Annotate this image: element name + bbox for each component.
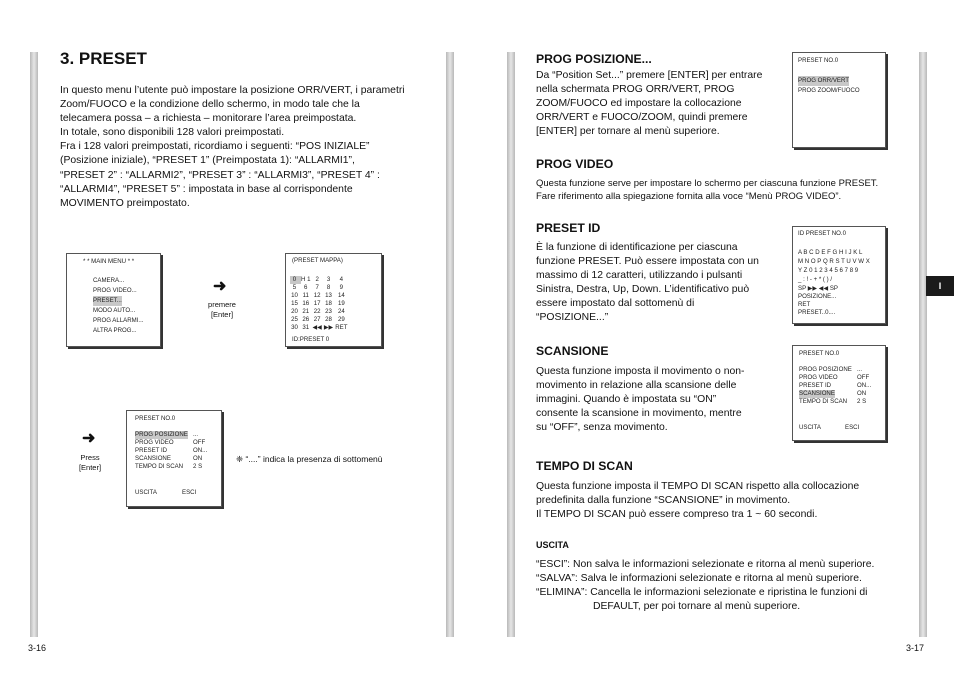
menu-row-value: OFF (857, 374, 870, 381)
preset-map-cell: 10 (291, 292, 298, 299)
preset-map-cell: 2 (315, 276, 319, 283)
section-text-preset-id: È la funzione di identificazione per ciascuna funzione PRESET. Può essere impostata con un massimo di 12 caratteri, utilizzando i pulsanti Sinistra, Destra, Up, Down. L’identificativo può essere impostato dal sottomenù di “POSIZIONE...” (536, 242, 759, 324)
uscita-title: USCITA (536, 540, 569, 550)
preset-map-cell: 19 (337, 300, 345, 307)
char-grid-line: SP ▶▶ ◀◀ SP (798, 285, 838, 292)
section-title-scansione: SCANSIONE (536, 344, 609, 358)
right-arrow-icon: ➜ (213, 278, 227, 295)
menu-footer-esci: ESCI (182, 489, 197, 496)
arrow-caption (196, 300, 248, 320)
menu-row-value: 2 S (857, 398, 867, 405)
preset-map-cell: 20 (291, 308, 298, 315)
chapter-tab: I (926, 276, 954, 296)
uscita-line-default: DEFAULT, per poi tornare al menù superiore. (593, 601, 801, 613)
section-text-scansione: Questa funzione imposta il movimento o non- movimento in relazione alla scansione delle immagini. Quando è impostata su “ON” consente la scansione in movimento, mentre su “OFF”, senza movimento. (536, 366, 745, 434)
preset-map-row (290, 292, 349, 300)
preset-map-cell: 17 (313, 300, 321, 307)
preset-map-cell: 9 (339, 284, 344, 291)
char-grid-line: PRESET..0.... (798, 309, 836, 316)
preset-map-cell: 23 (325, 308, 332, 315)
section-title-prog-video: PROG VIDEO (536, 157, 614, 171)
intro-paragraph: In questo menu l’utente può impostare la posizione ORR/VERT, i parametri Zoom/FUOCO e la condizione dello schermo, in modo tale che la telecamera possa – a richiesta – monitorare l’area preimpostata. In totale, sono disponibili 128 valori preimpostati. Fra i 128 valori preimpostati, ricordiamo i seguenti: “POS INIZIALE” (Posizione iniziale), “PRESET 1” (Preimpostata 1): “ALLARMI1”, “PRESET 2” : “ALLARMI2”, “PRESET 3” : “ALLARMI3”, “PRESET 4” : “ALLARMI4”, “PRESET 5” : impostata in base al corrispondente MOVIMENTO preimpostato. (60, 85, 405, 209)
preset-map-row (290, 308, 349, 316)
uscita-line-salva: “SALVA”: Salva le informazioni selezionate e ritorna al menù superiore. (536, 573, 862, 585)
section-title-prog-posizione: PROG POSIZIONE... (536, 52, 652, 66)
preset-map-cell: ▶▶ (323, 324, 334, 331)
preset-map-cell: 8 (326, 284, 331, 291)
menu-footer-uscita: USCITA (799, 424, 821, 431)
caption-line: [Enter] (210, 310, 234, 319)
menu-row-value: ... (193, 431, 199, 438)
preset-map-row (290, 284, 349, 292)
preset-map-cell: 22 (313, 308, 321, 315)
menu-row-value: ON (857, 390, 867, 397)
menu-row-value: ON... (857, 382, 872, 389)
preset-map-cell: 24 (337, 308, 345, 315)
menu-row-value: ... (857, 366, 863, 373)
uscita-line-esci: “ESCI”: Non salva le informazioni selezionate e ritorna al menù superiore. (536, 559, 875, 570)
preset-map-grid (290, 276, 349, 332)
menu-row-label: PRESET ID (799, 382, 832, 389)
menu-row-value: ON... (193, 447, 208, 454)
left-binding-strip (30, 52, 38, 637)
page-number-right: 3-17 (906, 643, 925, 653)
preset-map-cell: 29 (337, 316, 345, 323)
preset-map-cell: 31 (302, 324, 310, 331)
menu-row-value: ON (193, 455, 203, 462)
arrow-caption (64, 453, 116, 473)
main-menu-screen (66, 253, 161, 347)
section-text-prog-posizione: Da “Position Set...” premere [ENTER] per entrare nella schermata PROG ORR/VERT, PROG ZOOM/FUOCO ed impostare la collocazione ORR/VERT e FUOCO/ZOOM, quindi premere [ENTER] per tornare al menù superiore. (536, 70, 763, 138)
preset-map-cell: 3 (326, 276, 331, 283)
menu-row-label: TEMPO DI SCAN (799, 398, 848, 405)
preset-map-cell: RET (335, 324, 348, 331)
caption-line: [Enter] (78, 463, 102, 472)
preset-map-screen (285, 253, 382, 347)
section-title-preset-id: PRESET ID (536, 221, 601, 235)
preset-map-cell: 7 (315, 284, 319, 291)
center-binding-strip-right (507, 52, 515, 637)
preset-map-title: (PRESET MAPPA) (292, 257, 343, 264)
caption-line: premere (208, 300, 236, 309)
page-number-left: 3-16 (28, 643, 47, 653)
menu-footer-esci: ESCI (845, 424, 860, 431)
section-title-tempo-di-scan: TEMPO DI SCAN (536, 459, 633, 473)
menu-row-label: TEMPO DI SCAN (135, 463, 184, 470)
preset-map-row (290, 316, 349, 324)
preset-map-cell: H 1 (301, 276, 311, 283)
char-grid-line: M N O P Q R S T U V W X (798, 258, 870, 265)
menu-item-altra-prog: ALTRA PROG... (93, 327, 137, 334)
preset-map-cell: 27 (313, 316, 321, 323)
preset-map-cell: 21 (302, 308, 310, 315)
center-binding-strip-left (446, 52, 454, 637)
preset-map-cell: 30 (291, 324, 298, 331)
preset-map-cell: 26 (302, 316, 310, 323)
char-grid-line: _ : ! - + * ( ) / (798, 276, 833, 283)
right-binding-strip (919, 52, 927, 637)
preset-menu-title: PRESET NO.0 (135, 415, 176, 422)
posizione-item: PROG ORR/VERT (798, 77, 850, 84)
submenu-note: ❈ “....” indica la presenza di sottomenù (236, 454, 383, 464)
preset-map-footer: ID:PRESET 0 (292, 336, 330, 343)
preset-map-cell: 6 (304, 284, 308, 291)
preset-id-screen-title: ID PRESET NO.0 (798, 230, 846, 237)
menu-item-preset: PRESET... (93, 297, 122, 304)
preset-map-row (290, 324, 349, 332)
preset-id-screen (792, 226, 886, 324)
preset-map-cell: 16 (302, 300, 310, 307)
section-text-tempo-di-scan: Questa funzione imposta il TEMPO DI SCAN rispetto alla collocazione predefinita dalla funzione “SCANSIONE” in movimento. Il TEMPO DI SCAN può essere compreso tra 1 ~ 60 secondi. (536, 481, 860, 521)
menu-row-label: SCANSIONE (135, 455, 171, 462)
menu-item-camera: CAMERA... (93, 277, 125, 284)
menu-item-modo-auto: MODO AUTO... (93, 307, 136, 314)
menu-row-label: PROG POSIZIONE (135, 431, 188, 438)
preset-map-cell: 18 (325, 300, 332, 307)
menu-row-label: PROG POSIZIONE (799, 366, 852, 373)
preset-map-cell: 13 (325, 292, 332, 299)
posizione-screen-title: PRESET NO.0 (798, 57, 839, 64)
menu-item-prog-allarmi: PROG ALLARMI... (93, 317, 144, 324)
preset-menu-screen (126, 410, 222, 507)
menu-row-label: PROG VIDEO (135, 439, 174, 446)
scansione-screen-title: PRESET NO.0 (799, 350, 840, 357)
char-grid-line: RET (798, 301, 811, 308)
menu-row-label: PROG VIDEO (799, 374, 838, 381)
preset-map-row (290, 276, 349, 284)
posizione-screen (792, 52, 886, 148)
preset-map-cell: 25 (291, 316, 298, 323)
menu-row-label: SCANSIONE (799, 390, 835, 397)
preset-map-cell: 28 (325, 316, 332, 323)
preset-map-cell: 12 (313, 292, 321, 299)
preset-map-cell: 15 (291, 300, 298, 307)
posizione-item: PROG ZOOM/FUOCO (798, 87, 860, 94)
menu-footer-uscita: USCITA (135, 489, 157, 496)
preset-map-cell: 14 (337, 292, 345, 299)
uscita-line-elimina: “ELIMINA”: Cancella le informazioni selezionate e ripristina le funzioni di (536, 587, 868, 599)
preset-map-cell: ◀◀ (312, 324, 322, 331)
main-menu-title: * * MAIN MENU * * (83, 258, 135, 265)
preset-map-cell: 11 (302, 292, 309, 299)
char-grid-line: A B C D E F G H I J K L (798, 249, 863, 256)
page-title: 3. PRESET (60, 49, 147, 68)
caption-line: Press (80, 453, 100, 462)
char-grid-line: Y Z 0 1 2 3 4 5 6 7 8 9 (798, 267, 859, 274)
menu-row-value: 2 S (193, 463, 203, 470)
section-text-prog-video: Questa funzione serve per impostare lo schermo per ciascuna funzione PRESET. Fare riferimento alla spiegazione fornita alla voce “Menù PROG VIDEO”. (536, 178, 879, 202)
char-grid-line: POSIZIONE... (798, 293, 837, 300)
right-arrow-icon: ➜ (82, 430, 96, 447)
menu-item-prog-video: PROG VIDEO... (93, 287, 137, 294)
uscita-text (536, 558, 911, 614)
preset-map-cell: 5 (292, 284, 297, 291)
menu-row-label: PRESET ID (135, 447, 168, 454)
menu-row-value: OFF (193, 439, 206, 446)
preset-map-cell: 0 (290, 276, 301, 284)
preset-map-row (290, 300, 349, 308)
scansione-screen (792, 345, 886, 441)
preset-map-cell: 4 (339, 276, 344, 283)
